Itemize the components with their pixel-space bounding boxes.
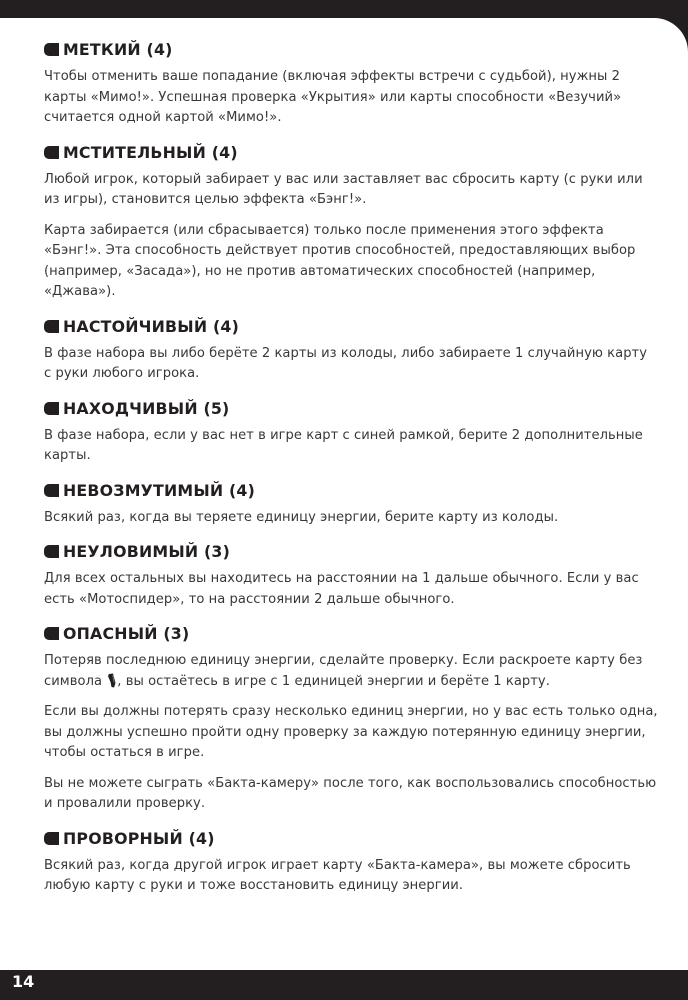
section-heading — [44, 481, 658, 500]
section-provorny — [44, 829, 658, 897]
paragraph-text-after-symbol: , вы остаётесь в игре с 1 единицей энергии и берёте 1 карту. — [117, 673, 550, 689]
paragraph-text-before-symbol: Потеряв последнюю единицу энергии, сделайте проверку. Если раскроете карту без символа — [44, 653, 643, 689]
section-heading — [44, 829, 658, 848]
rules-page — [0, 18, 688, 970]
section-heading — [44, 40, 658, 59]
section-title: ОПАСНЫЙ (3) — [63, 624, 190, 643]
section-paragraph: В фазе набора вы либо берёте 2 карты из колоды, либо забираете 1 случайную карту с руки любого игрока. — [44, 345, 648, 381]
heading-bullet-icon — [44, 43, 59, 56]
section-title: МЕТКИЙ (4) — [63, 40, 173, 59]
section-nevozmutimy — [44, 481, 658, 529]
section-heading — [44, 143, 658, 162]
blaster-icon — [107, 673, 116, 688]
heading-bullet-icon — [44, 832, 59, 845]
section-title: НЕУЛОВИМЫЙ (3) — [63, 542, 231, 561]
section-heading — [44, 317, 658, 336]
section-paragraph: В фазе набора, если у вас нет в игре карт с синей рамкой, берите 2 дополнительные карты. — [44, 427, 643, 463]
section-metkiy — [44, 40, 658, 129]
section-title: НАСТОЙЧИВЫЙ (4) — [63, 316, 240, 336]
heading-bullet-icon — [44, 484, 59, 497]
section-nastoychivy — [44, 317, 658, 385]
section-heading — [44, 624, 658, 643]
heading-bullet-icon — [44, 146, 59, 159]
heading-bullet-icon — [44, 402, 59, 415]
section-mstitelny — [44, 143, 658, 303]
section-neulovimy — [44, 542, 658, 610]
section-opasny — [44, 624, 658, 815]
section-title: ПРОВОРНЫЙ (4) — [63, 828, 215, 848]
section-title: МСТИТЕЛЬНЫЙ (4) — [63, 142, 238, 162]
heading-bullet-icon — [44, 320, 59, 333]
section-paragraph: Чтобы отменить ваше попадание (включая эффекты встречи с судьбой), нужны 2 карты «Мимо!». Успешная проверка «Укрытия» или карты способности «Везучий» считается одной картой «Мимо!». — [44, 69, 622, 125]
heading-bullet-icon — [44, 545, 59, 558]
section-title: НЕВОЗМУТИМЫЙ (4) — [63, 480, 256, 500]
section-paragraph: Если вы должны потерять сразу несколько единиц энергии, но у вас есть только одна, вы должны успешно пройти одну проверку за каждую потерянную единицу энергии, чтобы остаться в игре. — [44, 704, 658, 760]
section-paragraph: Любой игрок, который забирает у вас или заставляет вас сбросить карту (с руки или из игры), становится целью эффекта «Бэнг!». — [44, 171, 643, 207]
section-nakhodchivy — [44, 399, 658, 467]
page-number: 14 — [12, 972, 35, 991]
section-paragraph-with-symbol — [44, 651, 658, 692]
section-paragraph: Всякий раз, когда другой игрок играет карту «Бакта-камера», вы можете сбросить любую карту с руки и тоже восстановить единицу энергии. — [44, 857, 631, 893]
section-paragraph: Вы не можете сыграть «Бакта-камеру» после того, как воспользовались способностью и провалили проверку. — [44, 775, 657, 811]
section-title: НАХОДЧИВЫЙ (5) — [63, 398, 230, 418]
section-heading — [44, 399, 658, 418]
section-paragraph: Карта забирается (или сбрасывается) только после применения этого эффекта «Бэнг!». Эта способность действует против способностей, предоставляющих выбор (например, «Засада»), но не против автоматических способностей (например, «Джава»). — [44, 222, 636, 299]
section-paragraph: Для всех остальных вы находитесь на расстоянии на 1 дальше обычного. Если у вас есть «Мотоспидер», то на расстоянии 2 дальше обычного. — [44, 571, 639, 607]
heading-bullet-icon — [44, 627, 59, 640]
section-heading — [44, 542, 658, 561]
section-paragraph: Всякий раз, когда вы теряете единицу энергии, берите карту из колоды. — [44, 509, 559, 525]
